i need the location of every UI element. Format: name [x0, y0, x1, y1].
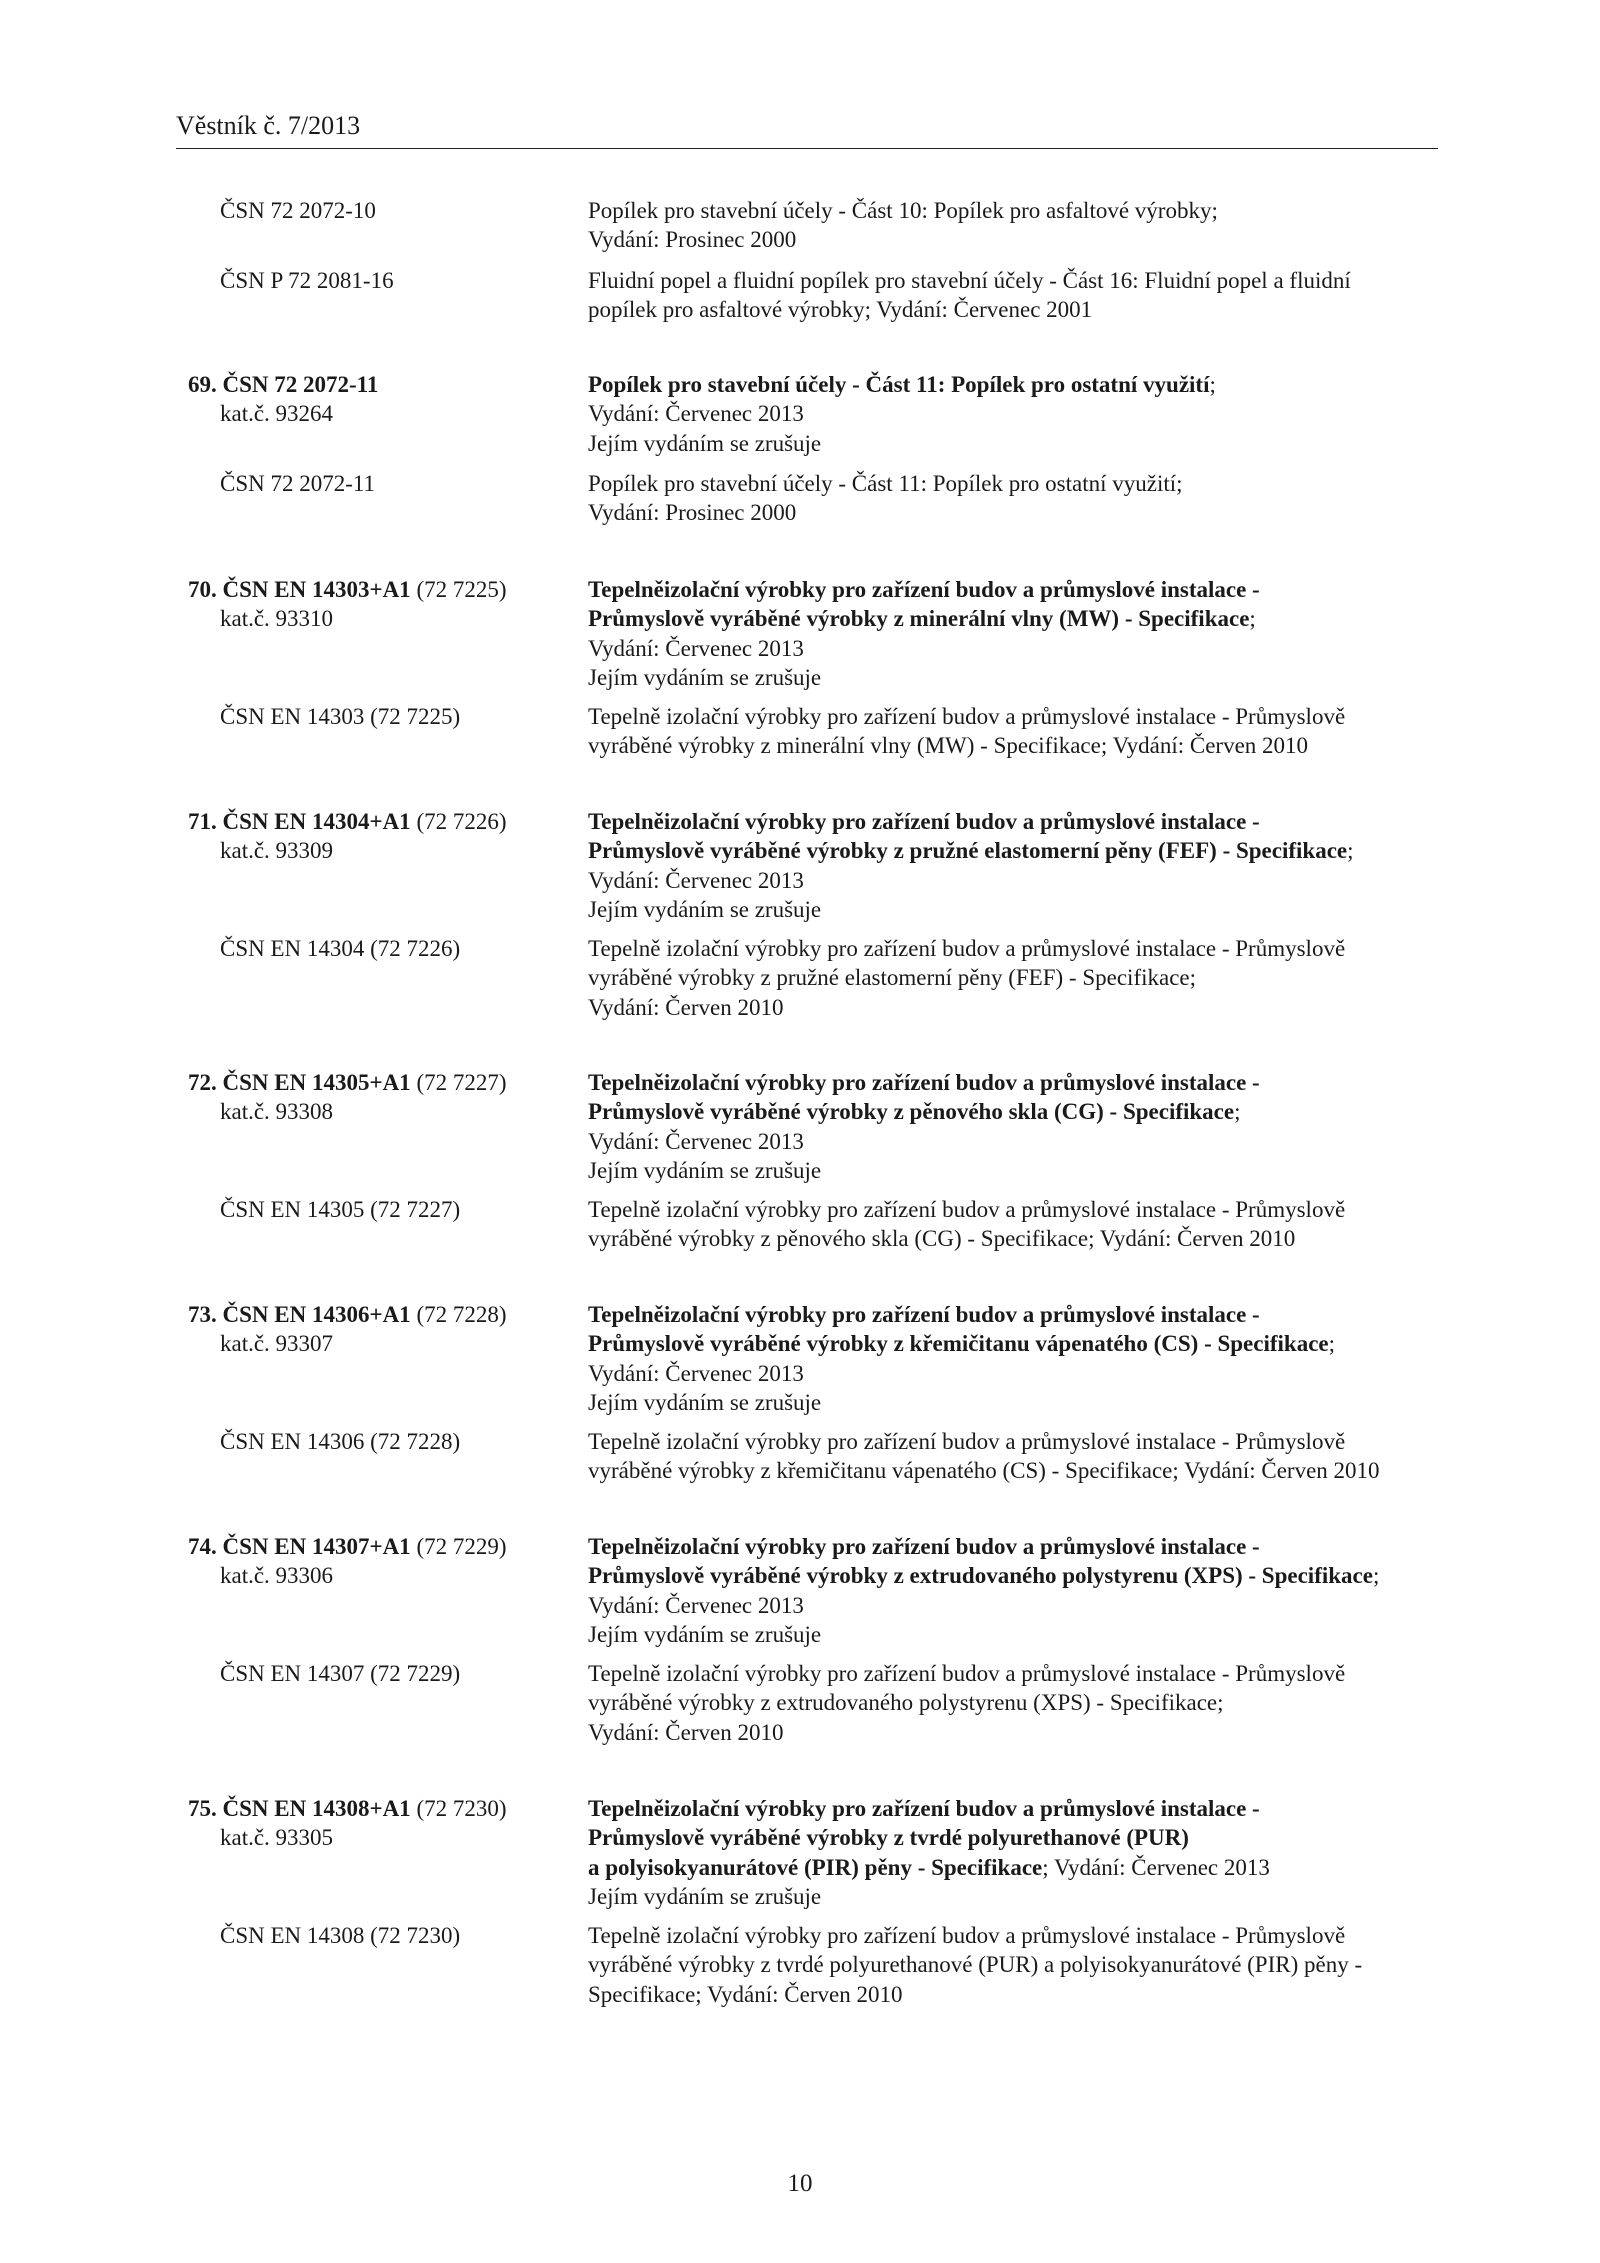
classification-code: (72 7227): [410, 1070, 507, 1095]
standard-description: Tepelněizolační výrobky pro zařízení budov a průmyslové instalace - Průmyslově vyráběné výrobky z extrudovaného polystyrenu (XPS) - Specifikace; Vydání: Červenec 2013 Jejím vydáním se zrušuje: [588, 1532, 1448, 1649]
standard-code: ČSN EN 14307+A1: [222, 1534, 411, 1559]
standard-description: Tepelněizolační výrobky pro zařízení budov a průmyslové instalace - Průmyslově vyráběné výrobky z křemičitanu vápenatého (CS) - Specifikace; Vydání: Červenec 2013 Jejím vydáním se zrušuje: [588, 1300, 1448, 1417]
issue-date: Vydání: Červenec 2013: [588, 401, 804, 427]
superseded-code: ČSN EN 14303 (72 7225): [220, 704, 461, 729]
superseded-description: Tepelně izolační výrobky pro zařízení budov a průmyslové instalace - Průmyslově vyráběné výrobky z pružné elastomerní pěny (FEF) - Specifikace; Vydání: Červen 2010: [588, 936, 1346, 1020]
standard-description: Popílek pro stavební účely - Část 10: Popílek pro asfaltové výrobky; Vydání: Prosinec 2000: [588, 198, 1218, 253]
standard-description: Popílek pro stavební účely - Část 11: Popílek pro ostatní využití; Vydání: Červenec 2013 Jejím vydáním se zrušuje: [588, 370, 1448, 458]
standard-code: ČSN EN 14304+A1: [222, 809, 411, 834]
superseded-description: Tepelně izolační výrobky pro zařízení budov a průmyslové instalace - Průmyslově vyráběné výrobky z křemičitanu vápenatého (CS) - Specifikace; Vydání: Červen 2010: [588, 1429, 1380, 1484]
cancels-note: Jejím vydáním se zrušuje: [588, 1389, 822, 1415]
standard-code: ČSN EN 14305+A1: [222, 1070, 411, 1095]
cancels-note: Jejím vydáním se zrušuje: [588, 430, 822, 456]
entry-number: 72.: [188, 1070, 217, 1095]
catalog-number: kat.č. 93306: [220, 1563, 334, 1589]
standard-title: Průmyslově vyráběné výrobky z minerální vlny (MW) - Specifikace: [588, 606, 1250, 632]
superseded-description: Tepelně izolační výrobky pro zařízení budov a průmyslové instalace - Průmyslově vyráběné výrobky z pěnového skla (CG) - Specifikace; Vydání: Červen 2010: [588, 1197, 1346, 1252]
standard-title: Tepelněizolační výrobky pro zařízení budov a průmyslové instalace -: [588, 1534, 1260, 1559]
superseded-code: ČSN EN 14308 (72 7230): [220, 1923, 461, 1948]
standard-id: [188, 1532, 588, 1591]
entry-number: 74.: [188, 1534, 217, 1559]
standard-id: [188, 1068, 588, 1127]
standard-title: Průmyslově vyráběné výrobky z extrudovaného polystyrenu (XPS) - Specifikace: [588, 1563, 1373, 1589]
cancels-note: Jejím vydáním se zrušuje: [588, 1883, 822, 1909]
standard-title: Tepelněizolační výrobky pro zařízení budov a průmyslové instalace -: [588, 1796, 1260, 1821]
page-header: [176, 112, 1438, 149]
issue-date: Vydání: Červenec 2013: [588, 1592, 804, 1618]
standard-title: Tepelněizolační výrobky pro zařízení budov a průmyslové instalace -: [588, 577, 1260, 602]
page-number: 10: [787, 2170, 813, 2197]
standard-code: ČSN P 72 2081-16: [220, 268, 394, 293]
superseded-description: Popílek pro stavební účely - Část 11: Popílek pro ostatní využití; Vydání: Prosinec 2000: [588, 471, 1183, 526]
standard-code: ČSN EN 14308+A1: [222, 1796, 411, 1821]
catalog-number: kat.č. 93308: [220, 1099, 334, 1125]
classification-code: (72 7225): [410, 577, 507, 602]
standard-id: [188, 370, 588, 429]
standard-code: ČSN EN 14303+A1: [222, 577, 411, 602]
issue-date: Vydání: Červenec 2013: [588, 635, 804, 661]
catalog-number: kat.č. 93264: [220, 401, 334, 427]
standard-title: Průmyslově vyráběné výrobky z pěnového skla (CG) - Specifikace: [588, 1099, 1235, 1125]
standard-title: Popílek pro stavební účely - Část 11: Popílek pro ostatní využití: [588, 372, 1210, 397]
entry-number: 73.: [188, 1302, 217, 1327]
classification-code: (72 7230): [410, 1796, 507, 1821]
standard-id: [188, 807, 588, 866]
issue-date: Vydání: Červenec 2013: [588, 1128, 804, 1154]
superseded-description: Tepelně izolační výrobky pro zařízení budov a průmyslové instalace - Průmyslově vyráběné výrobky z extrudovaného polystyrenu (XPS) - Specifikace; Vydání: Červen 2010: [588, 1661, 1346, 1745]
superseded-code: ČSN 72 2072-11: [220, 471, 376, 496]
classification-code: (72 7226): [410, 809, 507, 834]
standard-title: Tepelněizolační výrobky pro zařízení budov a průmyslové instalace -: [588, 1302, 1260, 1327]
entry-number: 75.: [188, 1796, 217, 1821]
standard-id: [188, 1300, 588, 1359]
standard-title: Průmyslově vyráběné výrobky z pružné elastomerní pěny (FEF) - Specifikace: [588, 838, 1348, 864]
cancels-note: Jejím vydáním se zrušuje: [588, 664, 822, 690]
entry-number: 71.: [188, 809, 217, 834]
standard-description: Tepelněizolační výrobky pro zařízení budov a průmyslové instalace - Průmyslově vyráběné výrobky z pěnového skla (CG) - Specifikace; Vydání: Červenec 2013 Jejím vydáním se zrušuje: [588, 1068, 1448, 1185]
standard-code: ČSN 72 2072-11: [222, 372, 379, 397]
superseded-code: ČSN EN 14304 (72 7226): [220, 936, 461, 961]
superseded-description: Tepelně izolační výrobky pro zařízení budov a průmyslové instalace - Průmyslově vyráběné výrobky z minerální vlny (MW) - Specifikace; Vydání: Červen 2010: [588, 704, 1346, 759]
standard-id: [188, 1794, 588, 1853]
standard-description: Tepelněizolační výrobky pro zařízení budov a průmyslové instalace - Průmyslově vyráběné výrobky z minerální vlny (MW) - Specifikace; Vydání: Červenec 2013 Jejím vydáním se zrušuje: [588, 575, 1448, 692]
issue-date: Vydání: Červenec 2013: [588, 867, 804, 893]
standard-title: Průmyslově vyráběné výrobky z křemičitanu vápenatého (CS) - Specifikace: [588, 1331, 1329, 1357]
standard-title: Tepelněizolační výrobky pro zařízení budov a průmyslové instalace -: [588, 1070, 1260, 1095]
superseded-code: ČSN EN 14307 (72 7229): [220, 1661, 461, 1686]
issue-date: Vydání: Červenec 2013: [588, 1360, 804, 1386]
cancels-note: Jejím vydáním se zrušuje: [588, 896, 822, 922]
entry-number: 70.: [188, 577, 217, 602]
standard-id: [188, 575, 588, 634]
catalog-number: kat.č. 93309: [220, 838, 334, 864]
standard-title: Průmyslově vyráběné výrobky z tvrdé polyurethanové (PUR): [588, 1825, 1189, 1851]
standard-description: [588, 1794, 1448, 1911]
standard-title: Tepelněizolační výrobky pro zařízení budov a průmyslové instalace -: [588, 809, 1260, 834]
issue-date: ; Vydání: Červenec 2013: [1042, 1854, 1270, 1880]
classification-code: (72 7229): [410, 1534, 507, 1559]
superseded-code: ČSN EN 14306 (72 7228): [220, 1429, 461, 1454]
entry-number: 69.: [188, 372, 217, 397]
superseded-code: ČSN EN 14305 (72 7227): [220, 1197, 461, 1222]
superseded-description: Tepelně izolační výrobky pro zařízení budov a průmyslové instalace - Průmyslově vyráběné výrobky z tvrdé polyurethanové (PUR) a polyisokyanurátové (PIR) pěny - Specifikace; Vydání: Červen 2010: [588, 1923, 1363, 2007]
bulletin-title: Věstník č. 7/2013: [176, 111, 361, 140]
standard-title: a polyisokyanurátové (PIR) pěny - Specifikace: [588, 1854, 1043, 1880]
standard-code: ČSN 72 2072-10: [220, 198, 376, 223]
standard-code: ČSN EN 14306+A1: [222, 1302, 411, 1327]
standard-description: Tepelněizolační výrobky pro zařízení budov a průmyslové instalace - Průmyslově vyráběné výrobky z pružné elastomerní pěny (FEF) - Specifikace; Vydání: Červenec 2013 Jejím vydáním se zrušuje: [588, 807, 1448, 924]
catalog-number: kat.č. 93305: [220, 1825, 334, 1851]
catalog-number: kat.č. 93310: [220, 606, 334, 632]
cancels-note: Jejím vydáním se zrušuje: [588, 1157, 822, 1183]
standard-description: Fluidní popel a fluidní popílek pro stavební účely - Část 16: Fluidní popel a fluidní popílek pro asfaltové výrobky; Vydání: Červenec 2001: [588, 268, 1351, 323]
classification-code: (72 7228): [410, 1302, 507, 1327]
cancels-note: Jejím vydáním se zrušuje: [588, 1621, 822, 1647]
catalog-number: kat.č. 93307: [220, 1331, 334, 1357]
